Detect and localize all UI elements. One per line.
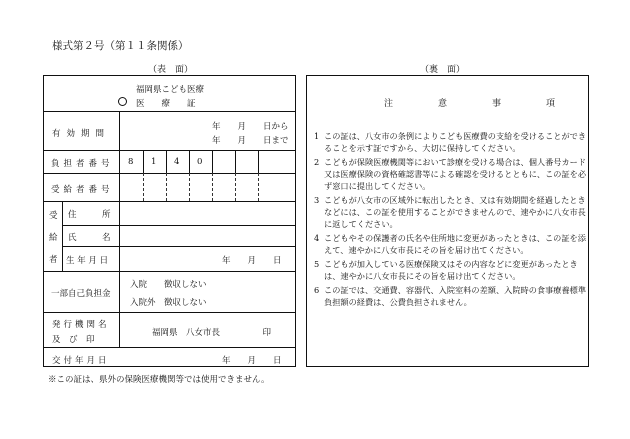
back-side-label: （裏 面） <box>420 65 466 75</box>
issue-date-label: 交付年月日 <box>52 356 110 366</box>
note-text: この証では、交通費、容器代、入院室料の差額、入院時の食事療養標準負担額の経費は、公費負担されません。 <box>324 285 587 308</box>
birthdate-label: 生 年 月 日 <box>66 256 109 266</box>
name-label: 氏 名 <box>68 233 111 243</box>
note-text: この証は、八女市の条例によりこども医療費の支給を受けることができることを示す証ですから、大切に保持してください。 <box>324 131 587 154</box>
note-item <box>314 130 586 154</box>
front-side-label: （表 面） <box>148 65 194 75</box>
note-item <box>314 194 586 231</box>
payer-digit-4: 0 <box>197 157 203 167</box>
address-label: 住 所 <box>68 210 111 220</box>
note-item <box>314 284 586 308</box>
note-number: 6 <box>314 285 320 295</box>
certificate-front <box>43 75 296 367</box>
note-number: 4 <box>314 233 320 243</box>
note-item <box>314 156 586 193</box>
note-number: 5 <box>314 259 320 269</box>
recipient-group-char-3: 者 <box>49 255 58 265</box>
certificate-back <box>306 75 589 367</box>
validity-label: 有効期間 <box>52 129 111 139</box>
note-item <box>314 232 586 256</box>
notes-title: 注 意 事 項 <box>384 99 574 109</box>
recipient-number-label: 受給者番号 <box>51 185 114 195</box>
note-text: こどもが保険医療機関等において診療を受ける場合は、個人番号カード又は医療保険の資格確認書等による確認を受けるとともに、この証を必ず窓口に提出してください。 <box>324 157 587 192</box>
card-header-subtitle: 医 療 証 <box>136 99 196 109</box>
payer-number-label: 負担者番号 <box>51 159 114 169</box>
footnote: ※この証は、県外の保険医療機関等では使用できません。 <box>48 375 270 385</box>
card-header-title: 福岡県こども医療 <box>136 85 205 95</box>
issuer-label-2: 及 び 印 <box>52 335 95 345</box>
validity-to: 年 月 日まで <box>212 136 289 146</box>
payer-digit-2: 1 <box>151 157 157 167</box>
recipient-group-char-2: 給 <box>49 233 58 243</box>
recipient-group-char-1: 受 <box>49 211 58 221</box>
note-item <box>314 258 586 282</box>
issuer-label-1: 発行機関名 <box>52 320 110 330</box>
note-text: こどもが八女市の区域外に転出したとき、又は有効期間を経過したときなどには、この証を使用することができませんので、速やかに八女市長に返してください。 <box>324 195 586 230</box>
issuer-value: 福岡県 八女市長 印 <box>152 328 272 338</box>
issue-date-value: 年 月 日 <box>222 356 282 366</box>
payer-digit-1: 8 <box>128 157 134 167</box>
payer-digit-3: 4 <box>174 157 180 167</box>
form-title: 様式第２号（第１１条関係） <box>52 40 189 52</box>
note-number: 2 <box>314 157 320 167</box>
copay-outpatient: 入院外 徴収しない <box>130 298 207 308</box>
kodomo-emblem-icon <box>118 97 127 106</box>
note-text: こどもが加入している医療保険又はその内容などに変更があったときは、速やかに八女市長にその旨を届け出てください。 <box>324 259 578 282</box>
copay-inpatient: 入院 徴収しない <box>130 280 207 290</box>
copay-label: 一部自己負担金 <box>51 289 111 299</box>
note-number: 1 <box>314 131 320 141</box>
note-number: 3 <box>314 195 320 205</box>
birthdate-value: 年 月 日 <box>222 256 282 266</box>
note-text: こどもやその保護者の氏名や住所地に変更があったときは、この証を添えて、速やかに八女市長にその旨を届け出てください。 <box>324 233 586 256</box>
validity-from: 年 月 日から <box>212 122 289 132</box>
